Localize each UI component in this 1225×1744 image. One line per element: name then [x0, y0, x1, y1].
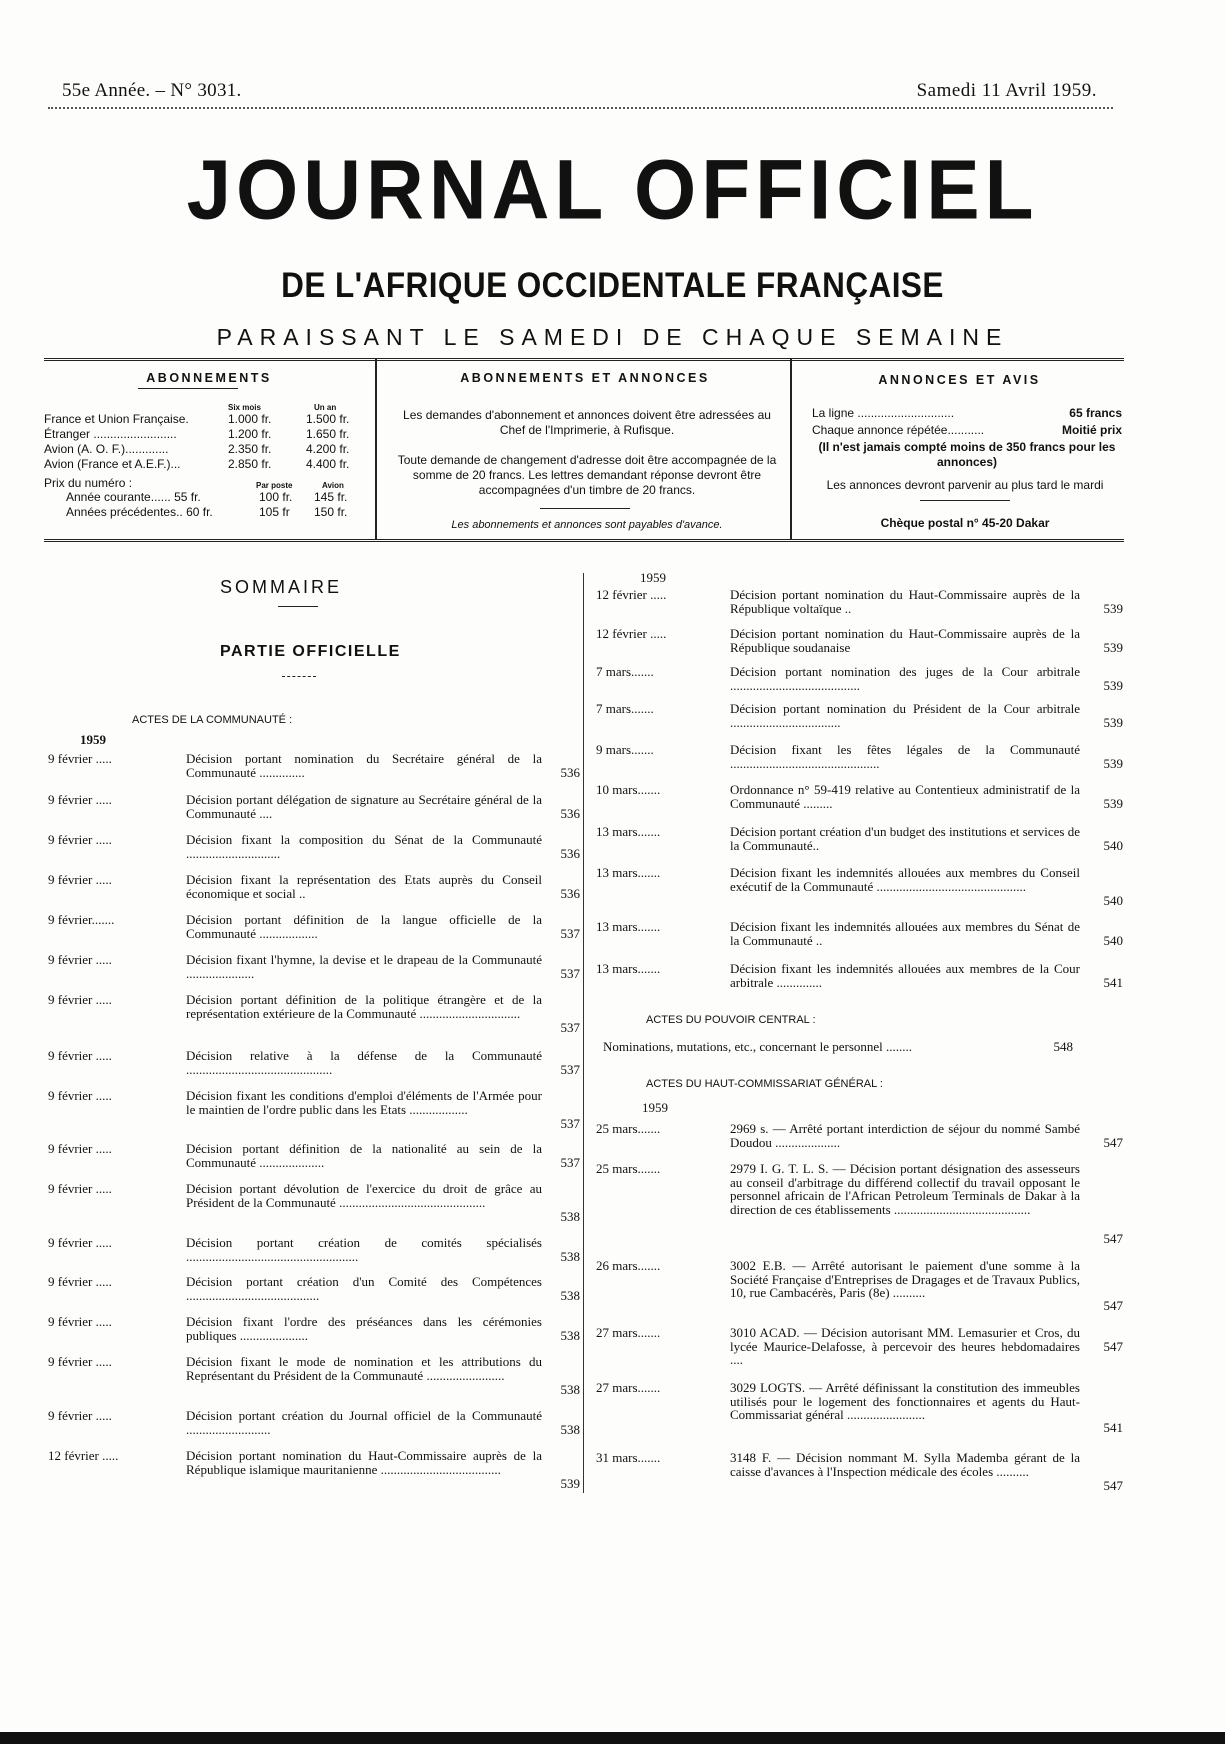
- sommaire-entry: [596, 783, 1123, 813]
- sommaire-entry: [48, 833, 580, 863]
- entry-date: 9 février .....: [48, 952, 112, 967]
- entry-page: 538: [560, 1288, 580, 1303]
- entry-text: Décision fixant le mode de nomination et les attributions du Représentant du Président de la Communauté ........................: [186, 1354, 542, 1383]
- entry-date: 25 mars.......: [596, 1161, 661, 1176]
- sommaire-entry: [48, 1142, 580, 1172]
- entry-date: 9 février .....: [48, 1181, 112, 1196]
- entry-date: 9 février .....: [48, 1048, 112, 1063]
- entry-text: 3148 F. — Décision nommant M. Sylla Mademba gérant de la caisse d'avances à l'Inspection médicale des écoles ..........: [730, 1450, 1080, 1479]
- prix-par-poste: 100 fr.: [259, 490, 293, 504]
- entry-page: 540: [1103, 933, 1123, 948]
- sommaire-entry: [596, 588, 1123, 618]
- ligne-label: La ligne .............................: [812, 406, 955, 420]
- sommaire-entry: [48, 1355, 580, 1399]
- pouvoir-entry: [603, 1039, 1073, 1055]
- abonnements-table: [44, 398, 374, 520]
- entry-date: 12 février .....: [596, 587, 667, 602]
- box-divider: [375, 358, 377, 539]
- prix-avion: 145 fr.: [314, 490, 348, 504]
- sommaire-entry: [48, 1089, 580, 1133]
- tarif-row: [44, 457, 374, 472]
- tarif-un-an: 1.500 fr.: [306, 412, 350, 426]
- abonnements-annonces-heading: ABONNEMENTS ET ANNONCES: [460, 371, 710, 385]
- separator-rule: [540, 508, 630, 509]
- entry-date: 9 février .....: [48, 1235, 112, 1250]
- partie-rule: [282, 676, 316, 677]
- tarif-un-an: 4.400 fr.: [306, 457, 350, 471]
- sommaire-entry: [48, 1275, 580, 1305]
- journal-tagline: PARAISSANT LE SAMEDI DE CHAQUE SEMAINE: [216, 324, 1009, 350]
- abonnements-heading: ABONNEMENTS: [146, 371, 272, 385]
- entry-date: 9 février .....: [48, 1274, 112, 1289]
- entry-text: Décision fixant les indemnités allouées aux membres du Conseil exécutif de la Communauté ..............................................: [730, 865, 1080, 894]
- tarif-six-mois: 1.200 fr.: [228, 427, 272, 441]
- entry-page: 536: [560, 886, 580, 901]
- entry-text: Décision portant définition de la politique étrangère et de la représentation extérieure de la Communauté ...............................: [186, 992, 542, 1021]
- entry-text: 3029 LOGTS. — Arrêté définissant la constitution des immeubles utilisés pour le logement des fonctionnaires et agents du Haut-Commissariat général ........................: [730, 1380, 1080, 1422]
- issue-number: 55e Année. – N° 3031.: [62, 80, 242, 101]
- year-right: 1959: [640, 570, 666, 585]
- entry-text: 3002 E.B. — Arrêté autorisant le paiement d'une somme à la Société Française d'Entreprises de Dragages et de Travaux Publics, 10, rue Cambacérès, Paris (8e) ..........: [730, 1258, 1080, 1300]
- entry-text: Décision fixant les indemnités allouées aux membres de la Cour arbitrale ..............: [730, 961, 1080, 990]
- entry-page: 547: [1103, 1298, 1123, 1313]
- tarif-six-mois: 2.850 fr.: [228, 457, 272, 471]
- entry-date: 12 février .....: [596, 626, 667, 641]
- tarif-row: [44, 427, 374, 442]
- entry-text: Décision portant définition de la nationalité au sein de la Communauté ....................: [186, 1141, 542, 1170]
- entry-text: Décision portant définition de la langue officielle de la Communauté ..................: [186, 912, 542, 941]
- entry-date: 7 mars.......: [596, 664, 654, 679]
- sommaire-entry: [48, 1182, 580, 1226]
- entry-date: 9 février .....: [48, 751, 112, 766]
- entry-text: Décision portant délégation de signature au Secrétaire général de la Communauté ....: [186, 792, 542, 821]
- entry-text: 2979 I. G. T. L. S. — Décision portant désignation des assesseurs au conseil d'arbitrage du différend collectif du travail opposant le personnel africain de l'African Petroleum Terminals de Dakar à la direction de ces établissements ..........................................: [730, 1161, 1080, 1217]
- pouvoir-page: 548: [1053, 1039, 1073, 1054]
- tarif-un-an: 1.650 fr.: [306, 427, 350, 441]
- sommaire-entry: [48, 1049, 580, 1079]
- sommaire-entry: [48, 1315, 580, 1345]
- entry-text: Décision fixant la représentation des Etats auprès du Conseil économique et social ..: [186, 872, 542, 901]
- entry-page: 537: [560, 1155, 580, 1170]
- sommaire-entry: [596, 1325, 1123, 1367]
- entry-date: 9 février .....: [48, 1408, 112, 1423]
- ligne-value: 65 francs: [1069, 406, 1122, 420]
- sommaire-rule: [278, 606, 318, 607]
- entry-date: 9 février .....: [48, 1141, 112, 1156]
- year-left: 1959: [80, 732, 106, 747]
- entry-page: 537: [560, 1116, 580, 1131]
- sommaire-entry: [596, 920, 1123, 950]
- col-un-an: Un an: [314, 403, 337, 412]
- entry-page: 536: [560, 765, 580, 780]
- entry-page: 537: [560, 1062, 580, 1077]
- sommaire-entry: [596, 1381, 1123, 1437]
- sommaire-entry: [48, 873, 580, 903]
- sommaire-entry: [596, 825, 1123, 855]
- entry-text: 2969 s. — Arrêté portant interdiction de séjour du nommé Sambé Doudou ....................: [730, 1121, 1080, 1150]
- entry-date: 10 mars.......: [596, 782, 661, 797]
- entry-date: 7 mars.......: [596, 701, 654, 716]
- col-six-mois: Six mois: [228, 403, 261, 412]
- entry-text: Décision fixant les fêtes légales de la Communauté ..............................................: [730, 742, 1080, 771]
- prix-row: [44, 490, 374, 505]
- entry-page: 540: [1103, 838, 1123, 853]
- col-avion: Avion: [322, 481, 344, 490]
- sommaire-entry: [596, 627, 1123, 657]
- entry-date: 26 mars.......: [596, 1258, 661, 1273]
- entry-text: Décision fixant l'ordre des préséances dans les cérémonies publiques .....................: [186, 1314, 542, 1343]
- cheque-postal: Chèque postal n° 45-20 Dakar: [880, 516, 1050, 530]
- sommaire-entry: [48, 993, 580, 1037]
- entry-text: Décision portant nomination du Haut-Commissaire auprès de la République islamique mauritanienne .....................................: [186, 1448, 542, 1477]
- entry-text: Décision fixant la composition du Sénat de la Communauté .............................: [186, 832, 542, 861]
- sommaire-entry: [48, 752, 580, 782]
- entry-text: Décision fixant l'hymne, la devise et le drapeau de la Communauté .....................: [186, 952, 542, 981]
- journal-subtitle: DE L'AFRIQUE OCCIDENTALE FRANÇAISE: [281, 266, 944, 305]
- entry-date: 13 mars.......: [596, 961, 661, 976]
- prix-row: [44, 505, 374, 520]
- entry-page: 536: [560, 846, 580, 861]
- prix-avion: 150 fr.: [314, 505, 348, 519]
- col-par-poste: Par poste: [256, 481, 293, 490]
- tarif-row: [44, 412, 374, 427]
- tarif-row: [44, 442, 374, 457]
- prix-label: Prix du numéro :: [44, 476, 133, 490]
- entry-date: 9 février .....: [48, 792, 112, 807]
- prix-label: Année courante...... 55 fr.: [66, 490, 201, 504]
- entry-date: 9 février .....: [48, 1314, 112, 1329]
- annonces-avis-heading: ANNONCES ET AVIS: [878, 373, 1041, 387]
- sommaire-entry: [596, 743, 1123, 773]
- entry-date: 12 février .....: [48, 1448, 119, 1463]
- year-hc: 1959: [642, 1100, 668, 1115]
- header-rule: [48, 107, 1113, 109]
- annonces-note: (Il n'est jamais compté moins de 350 francs pour les annonces): [818, 440, 1116, 469]
- entry-text: Ordonnance n° 59-419 relative au Contentieux administratif de la Communauté .........: [730, 782, 1080, 811]
- entry-page: 538: [560, 1422, 580, 1437]
- entry-date: 9 février .....: [48, 992, 112, 1007]
- entry-page: 539: [1103, 640, 1123, 655]
- sommaire-entry: [48, 1236, 580, 1266]
- entry-date: 9 mars.......: [596, 742, 654, 757]
- sommaire-entry: [48, 793, 580, 823]
- sommaire-entry: [596, 1122, 1123, 1152]
- tarif-label: Avion (France et A.E.F.)...: [44, 457, 181, 471]
- entry-page: 547: [1103, 1478, 1123, 1493]
- abonnements-annonces-p2: Toute demande de changement d'adresse doit être accompagnée de la somme de 20 francs. Les lettres demandant réponse devront être accompagnées d'un timbre de 20 francs.: [397, 453, 777, 497]
- abonnements-annonces-p3: Les abonnements et annonces sont payables d'avance.: [451, 519, 723, 531]
- entry-date: 9 février.......: [48, 912, 115, 927]
- entry-page: 539: [1103, 796, 1123, 811]
- entry-text: Décision portant nomination du Haut-Commissaire auprès de la République voltaïque ..: [730, 587, 1080, 616]
- entry-page: 538: [560, 1249, 580, 1264]
- entry-text: Décision fixant les conditions d'emploi d'éléments de l'Armée pour le maintien de l'ordre public dans les Etats ..................: [186, 1088, 542, 1117]
- tarif-un-an: 4.200 fr.: [306, 442, 350, 456]
- entry-date: 25 mars.......: [596, 1121, 661, 1136]
- entry-text: 3010 ACAD. — Décision autorisant MM. Lemasurier et Cros, du lycée Maurice-Delafosse, à percevoir des heures hebdomadaires ....: [730, 1325, 1080, 1367]
- sommaire-entry: [48, 913, 580, 943]
- prix-label: Années précédentes.. 60 fr.: [66, 505, 213, 519]
- issue-date: Samedi 11 Avril 1959.: [916, 80, 1097, 101]
- entry-text: Décision portant nomination des juges de la Cour arbitrale ........................................: [730, 664, 1080, 693]
- entry-date: 9 février .....: [48, 832, 112, 847]
- entry-page: 547: [1103, 1339, 1123, 1354]
- entry-page: 541: [1103, 1420, 1123, 1435]
- entry-date: 9 février .....: [48, 872, 112, 887]
- repete-label: Chaque annonce répétée...........: [812, 423, 985, 437]
- entry-page: 539: [560, 1476, 580, 1491]
- entry-page: 538: [560, 1382, 580, 1397]
- entry-page: 539: [1103, 756, 1123, 771]
- entry-page: 539: [1103, 678, 1123, 693]
- tarif-label: Étranger .........................: [44, 427, 177, 441]
- entry-page: 538: [560, 1328, 580, 1343]
- sommaire-entry: [596, 1451, 1123, 1495]
- entry-text: Décision portant création d'un Comité des Compétences .........................................: [186, 1274, 542, 1303]
- pouvoir-text: Nominations, mutations, etc., concernant le personnel ........: [603, 1039, 913, 1054]
- entry-text: Décision portant nomination du Président de la Cour arbitrale ..................................: [730, 701, 1080, 730]
- entry-page: 547: [1103, 1135, 1123, 1150]
- entry-page: 540: [1103, 893, 1123, 908]
- column-divider: [583, 573, 584, 1493]
- abonnements-annonces-p1: Les demandes d'abonnement et annonces doivent être adressées au Chef de l'Imprimerie, à Rufisque.: [403, 408, 771, 437]
- entry-date: 13 mars.......: [596, 824, 661, 839]
- box-divider: [790, 358, 792, 539]
- repete-value: Moitié prix: [1061, 423, 1122, 437]
- annonces-repete: [812, 423, 1122, 438]
- entry-page: 537: [560, 926, 580, 941]
- entry-text: Décision portant création d'un budget des institutions et services de la Communauté..: [730, 824, 1081, 853]
- sommaire-entry: [596, 1162, 1123, 1248]
- section-pouvoir: ACTES DU POUVOIR CENTRAL :: [646, 1014, 816, 1026]
- entry-text: Décision portant dévolution de l'exercice du droit de grâce au Président de la Communauté .............................................: [186, 1181, 542, 1210]
- annonces-ligne: [812, 406, 1122, 421]
- sommaire-title: SOMMAIRE: [220, 577, 343, 597]
- prix-par-poste: 105 fr: [259, 505, 290, 519]
- separator-rule: [920, 500, 1010, 501]
- heading-rule: [138, 388, 238, 389]
- entry-page: 547: [1103, 1231, 1123, 1246]
- sommaire-entry: [596, 866, 1123, 910]
- entry-date: 31 mars.......: [596, 1450, 661, 1465]
- entry-date: 13 mars.......: [596, 865, 661, 880]
- entry-date: 9 février .....: [48, 1088, 112, 1103]
- entry-text: Décision portant nomination du Secrétaire général de la Communauté ..............: [186, 751, 542, 780]
- sommaire-entry: [596, 665, 1123, 695]
- sommaire-entry: [48, 953, 580, 983]
- partie-officielle: PARTIE OFFICIELLE: [220, 643, 401, 660]
- entry-page: 539: [1103, 601, 1123, 616]
- section-communaute: ACTES DE LA COMMUNAUTÉ :: [132, 714, 293, 726]
- tarif-six-mois: 1.000 fr.: [228, 412, 272, 426]
- sommaire-entry: [48, 1449, 580, 1493]
- entry-page: 538: [560, 1209, 580, 1224]
- entry-date: 27 mars.......: [596, 1380, 661, 1395]
- tarif-six-mois: 2.350 fr.: [228, 442, 272, 456]
- entry-page: 537: [560, 966, 580, 981]
- sommaire-entry: [596, 1259, 1123, 1315]
- entry-text: Décision relative à la défense de la Communauté .............................................: [186, 1048, 542, 1077]
- entry-text: Décision portant création de comités spécialisés .....................................................: [186, 1235, 542, 1264]
- sommaire-entry: [596, 962, 1123, 992]
- entry-page: 541: [1103, 975, 1123, 990]
- entry-page: 539: [1103, 715, 1123, 730]
- entry-text: Décision portant création du Journal officiel de la Communauté ..........................: [186, 1408, 542, 1437]
- section-hc: ACTES DU HAUT-COMMISSARIAT GÉNÉRAL :: [646, 1078, 883, 1090]
- entry-date: 27 mars.......: [596, 1325, 661, 1340]
- tarif-label: Avion (A. O. F.).............: [44, 442, 169, 456]
- tarif-label: France et Union Française.: [44, 412, 189, 426]
- journal-title: JOURNAL OFFICIEL: [186, 142, 1039, 237]
- entry-page: 537: [560, 1020, 580, 1035]
- entry-page: 536: [560, 806, 580, 821]
- page-bottom-bar: [0, 1732, 1225, 1744]
- annonces-delai: Les annonces devront parvenir au plus tard le mardi: [826, 478, 1104, 492]
- entry-date: 9 février .....: [48, 1354, 112, 1369]
- sommaire-entry: [48, 1409, 580, 1439]
- entry-text: Décision fixant les indemnités allouées aux membres du Sénat de la Communauté ..: [730, 919, 1080, 948]
- sommaire-entry: [596, 702, 1123, 732]
- entry-text: Décision portant nomination du Haut-Commissaire auprès de la République soudanaise: [730, 626, 1080, 655]
- entry-date: 13 mars.......: [596, 919, 661, 934]
